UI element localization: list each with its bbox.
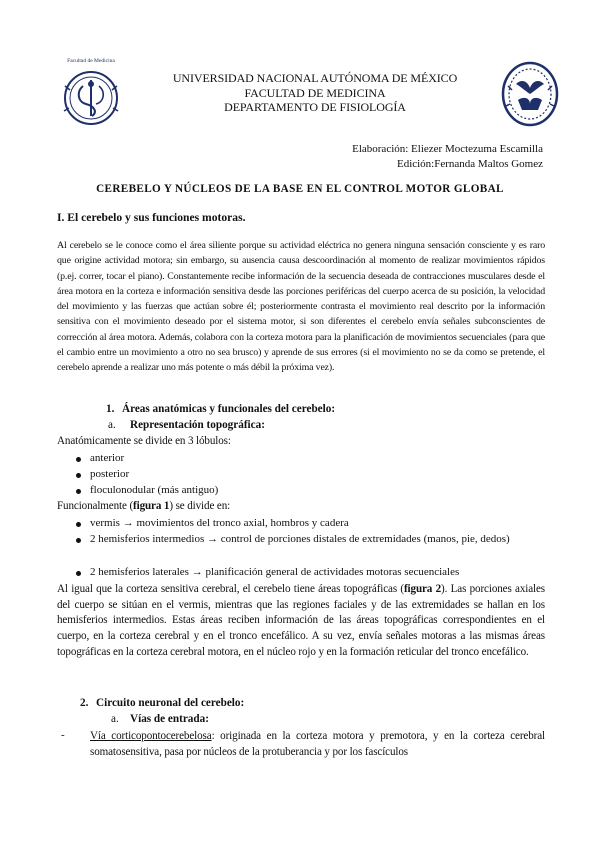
bullet-icon — [76, 522, 81, 527]
item-1-heading: Áreas anatómicas y funcionales del cerebelo: — [122, 403, 336, 415]
department-name: DEPARTAMENTO DE FISIOLOGÍA — [224, 100, 406, 114]
author-edicion: Edición:Fernanda Maltos Gomez — [396, 157, 543, 170]
figure-ref: figura 2 — [403, 583, 442, 595]
item-2-heading: Circuito neuronal del cerebelo: — [96, 697, 245, 709]
item-1-number: 1. — [106, 403, 115, 415]
pathway-name: Vía corticopontocerebelosa — [90, 730, 212, 742]
faculty-name: FACULTAD DE MEDICINA — [244, 85, 386, 100]
bullet-icon — [76, 473, 81, 478]
item-1a-heading: Representación topográfica: — [130, 419, 265, 431]
faculty-seal-icon — [56, 58, 126, 130]
institution-header — [150, 71, 480, 115]
authors-block — [352, 142, 543, 171]
university-name: UNIVERSIDAD NACIONAL AUTÓNOMA DE MÉXICO — [172, 71, 458, 85]
list-dash: - — [61, 729, 65, 741]
unam-seal-icon — [500, 60, 560, 128]
functional-intro: Funcionalmente (figura 1) se divide en: — [57, 500, 231, 512]
bullet-icon — [76, 457, 81, 462]
topographic-paragraph: Al igual que la corteza sensitiva cerebral, el cerebelo tiene áreas topográficas (figura 2). Las porciones axiales del cuerpo se sitúan en el vermis, mientras que las regiones faciales y de las extremidades se hallan en los hemisferios intermedios. Estas áreas reciben información de las áreas topográficas correspondientes en el cuerpo, en la corteza cerebral y en el tronco encefálico. A su vez, envía señales motoras a las mismas áreas topográficas en la corteza cerebral motora, en el núcleo rojo y en la formación reticular del tronco encefálico. — [57, 583, 545, 658]
document-page: Facultad de Medicina UNIVERSIDAD NACIONAL AUTÓNOMA DE MÉXICO FACULTAD DE MEDICINA DEPARTAMENTO DE FISIOLOGÍA Elaboración: Eliezer Moctezuma Escamilla Edición:Fernanda Maltos Gomez CEREBELO Y NÚCLEOS DE LA BASE EN EL CONTROL MOTOR GLOBAL I. El cerebelo y sus funciones motoras. Al cerebelo se le conoce como el área siliente porque su actividad eléctrica no genera ninguna sensación consciente y es raro que origine actividad motora; sin embargo, su ausencia causa descoordinación al momento de realizar movimientos rápidos (p.ej. correr, tocar el piano). Constantemente recibe información de la secuencia deseada de contracciones musculares desde el área motora en la corteza e información sensitiva desde las porciones periféricas del cuerpo acerca de su posición, la velocidad del movimiento y las fuerzas que actúan sobre él; posteriormente contrasta el movimiento real descrito por la información sensitiva con el movimiento deseado por el sistema motor, si son diferentes el cerebelo envía señales subconscientes de corrección al área motora. Además, colabora con la corteza motora para la planificación de movimientos secuenciales (para que el cambio entre un movimiento a otro no sea brusco) y aprende de sus errores (si el movimiento no se da como se pretende, el cerebelo aprende a realizar uno más potente o más débil la próxima vez). 1. Áreas anatómicas y funcionales del cerebelo: a. Representación topográfica: Anatómicamente se divide en 3 lóbulos: anterior posterior floculonodular (más antiguo) Funcionalmente (figura 1) se divide en: vermis → movimientos del tronco axial, hombros y cadera 2 hemisferios intermedios → control de porciones distales de extremidades (manos, pie, dedos) 2 hemisferios laterales → planificación general de actividades motoras secuenciales Al igual que la corteza sensitiva cerebral, el cerebelo tiene áreas topográficas (figura 2). Las porciones axiales del cuerpo se sitúan en el vermis, mientras que las regiones faciales y de las extremidades se hallan en los hemisferios intermedios. Estas áreas reciben información de las áreas topográficas correspondientes en el cuerpo, en la corteza cerebral y en el tronco encefálico. A su vez, envía señales motoras a las mismas áreas topográficas en la corteza cerebral motora, en el núcleo rojo y en la formación reticular del tronco encefálico. 2. Circuito neuronal del cerebelo: a. Vías de entrada: - Vía corticopontocerebelosa: originada en la corteza motora y premotora, y en la corteza cerebral somatosensitiva, pasa por núcleos de la protuberancia y por los fascículos — [0, 0, 600, 848]
logo-caption: Facultad de Medicina — [67, 58, 115, 64]
section-heading: I. El cerebelo y sus funciones motoras. — [57, 211, 246, 224]
author-elaboracion: Elaboración: Eliezer Moctezuma Escamilla — [352, 143, 543, 155]
bullet-icon — [76, 489, 81, 494]
document-title: CEREBELO Y NÚCLEOS DE LA BASE EN EL CONTROL MOTOR GLOBAL — [96, 183, 504, 195]
pathway-paragraph: Vía corticopontocerebelosa: originada en la corteza motora y premotora, y en la corteza cerebral somatosensitiva, pasa por núcleos de la protuberancia y por los fascículos — [90, 730, 545, 758]
faculty-logo — [56, 58, 126, 130]
item-2a-heading: Vías de entrada: — [130, 713, 209, 725]
bullet-icon — [76, 571, 81, 576]
item-2a-letter: a. — [111, 713, 119, 725]
bullet-icon — [76, 538, 81, 543]
figure-ref: figura 1 — [133, 500, 170, 512]
anatomic-intro: Anatómicamente se divide en 3 lóbulos: — [57, 435, 231, 447]
intro-paragraph: Al cerebelo se le conoce como el área siliente porque su actividad eléctrica no genera ninguna sensación consciente y es raro que origine actividad motora; sin embargo, su ausencia causa descoordinación al momento de realizar movimientos rápidos (p.ej. correr, tocar el piano). Constantemente recibe información de la secuencia deseada de contracciones musculares desde el área motora en la corteza e información sensitiva desde las porciones periféricas del cuerpo acerca de su posición, la velocidad del movimiento y las fuerzas que actúan sobre él; posteriormente contrasta el movimiento real descrito por la información sensitiva con el movimiento deseado por el sistema motor, si son diferentes el cerebelo envía señales subconscientes de corrección al área motora. Además, colabora con la corteza motora para la planificación de movimientos secuenciales (para que el cambio entre un movimiento a otro no sea brusco) y aprende de sus errores (si el movimiento no se da como se pretende, el cerebelo aprende a realizar uno más potente o más débil la próxima vez). — [57, 240, 545, 374]
item-2-number: 2. — [80, 697, 89, 709]
item-1a-letter: a. — [108, 419, 116, 431]
unam-logo — [500, 60, 560, 128]
